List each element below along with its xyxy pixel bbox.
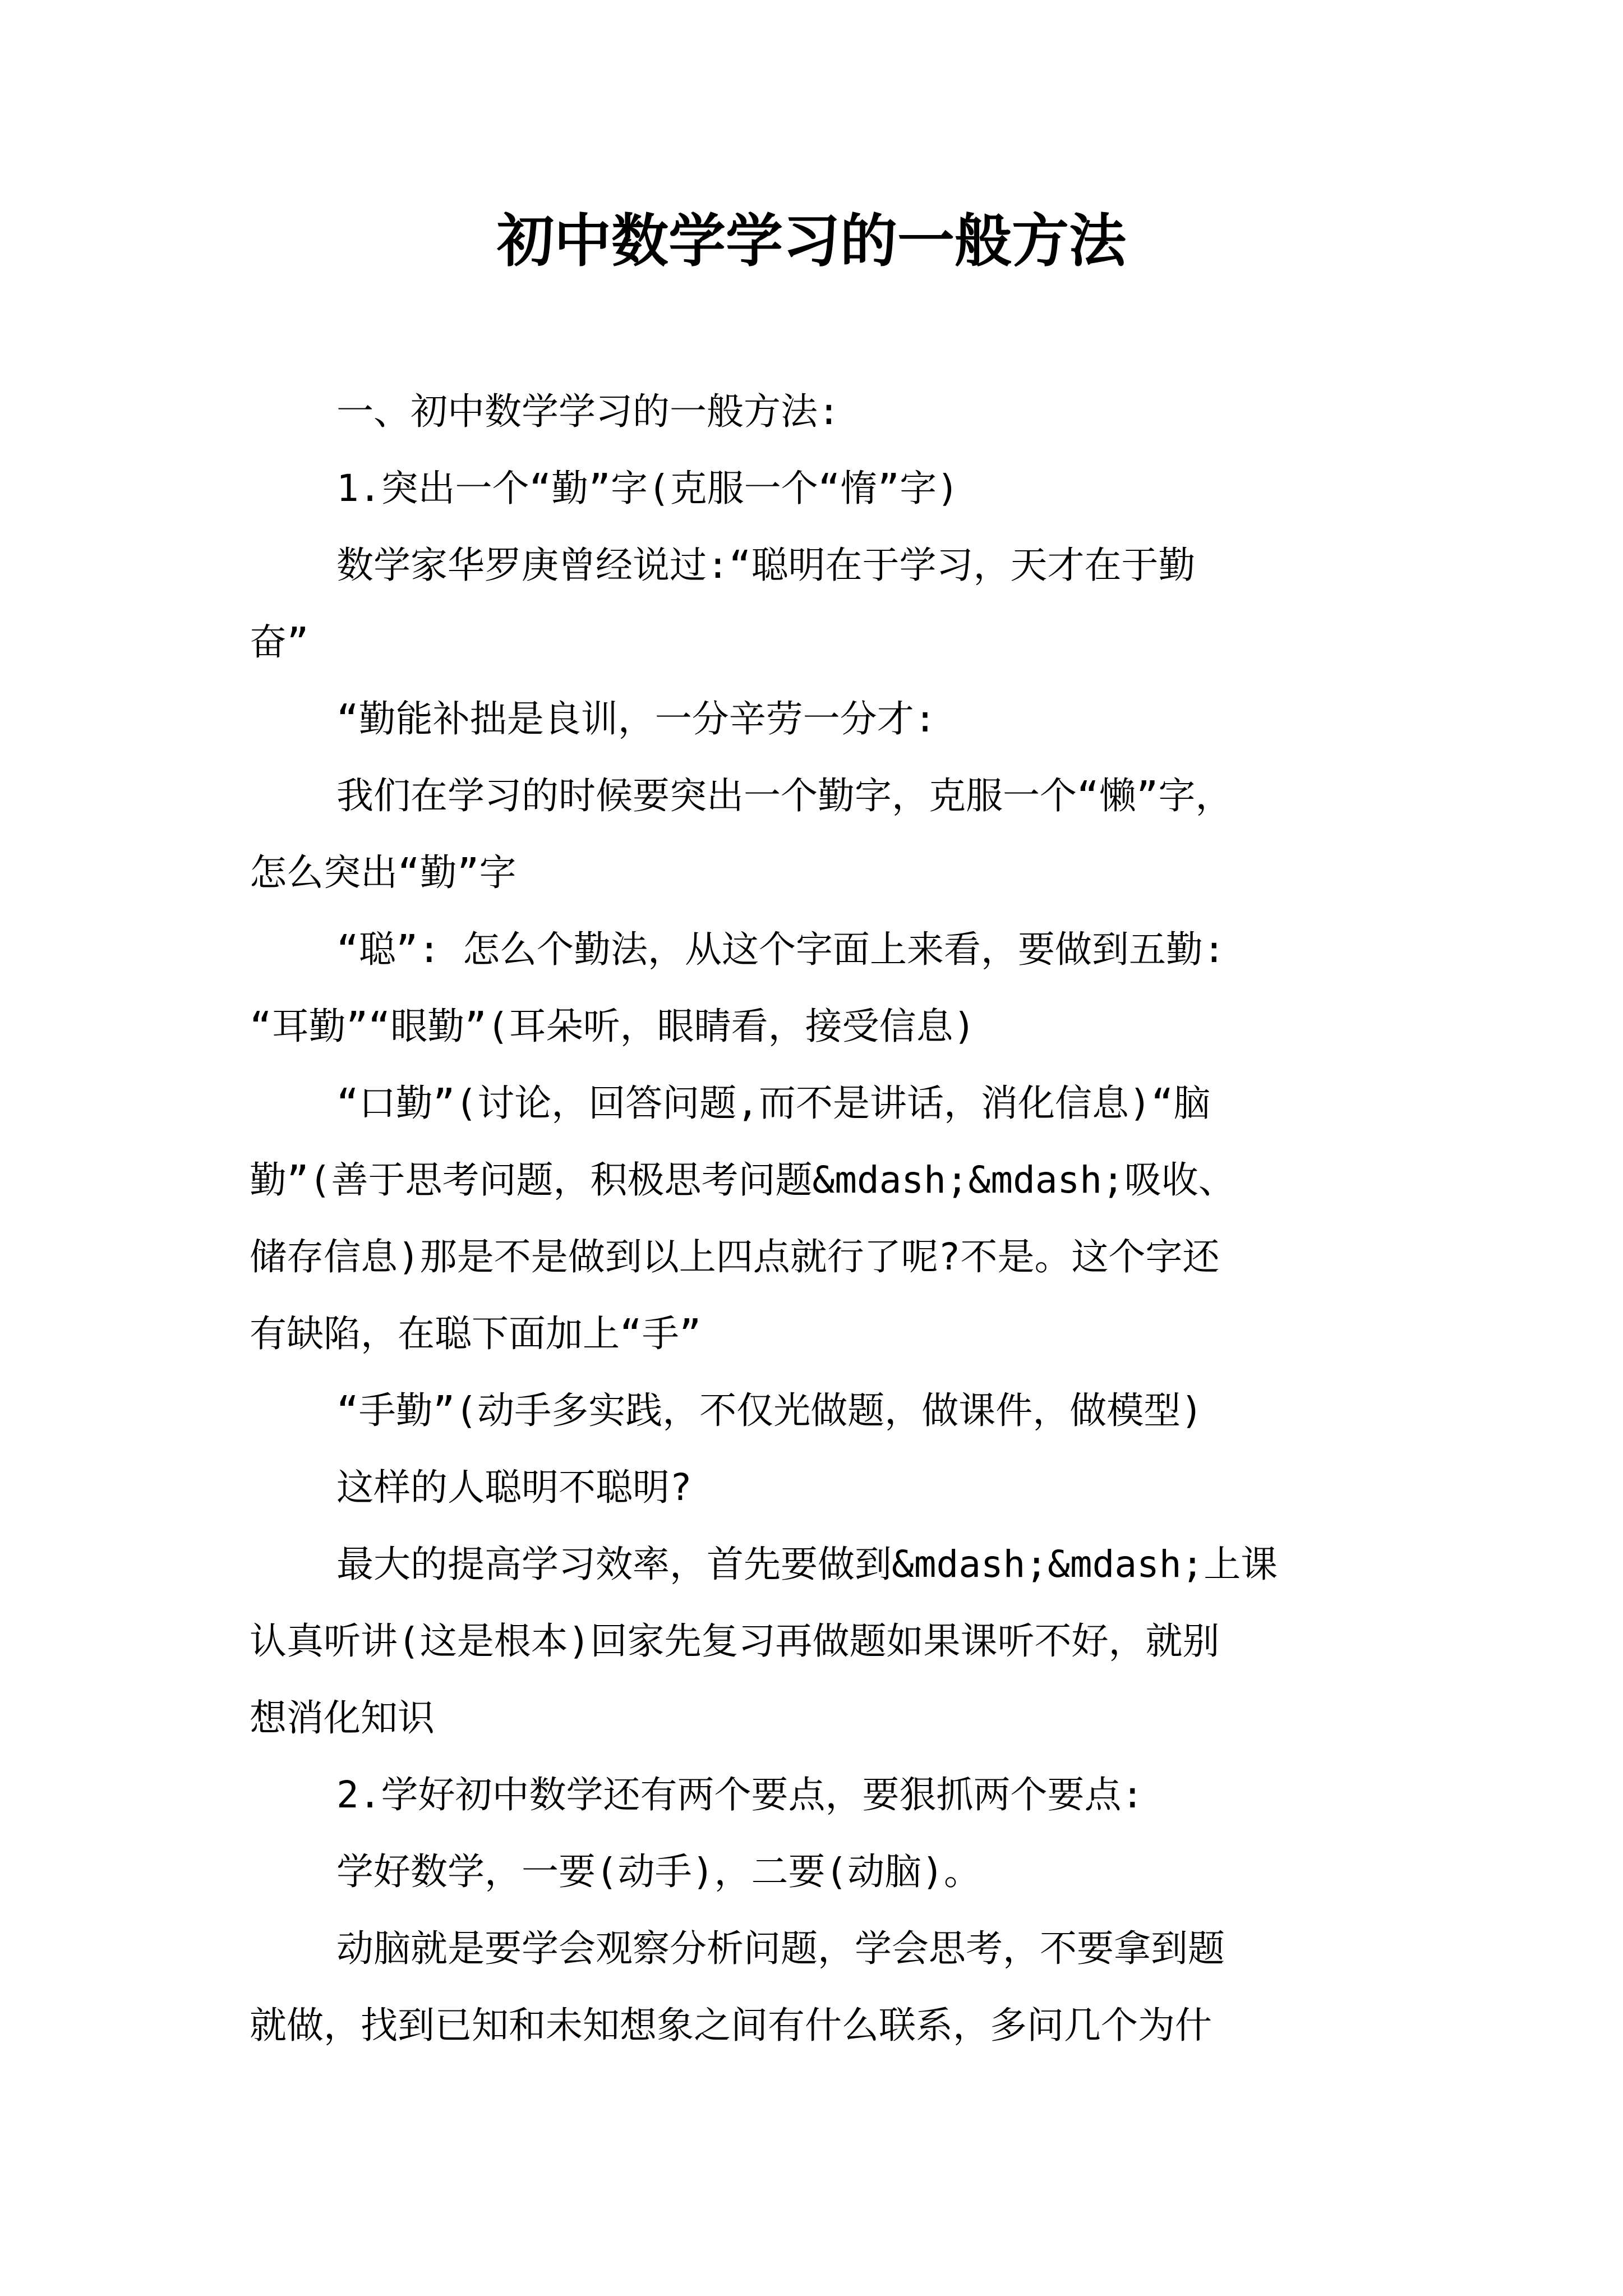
body-line: 一、初中数学学习的一般方法: xyxy=(336,390,840,433)
body-line: 勤”(善于思考问题，积极思考问题&mdash;&mdash;吸收、 xyxy=(250,1158,1235,1202)
body-line: 动脑就是要学会观察分析问题，学会思考，不要拿到题 xyxy=(336,1927,1225,1970)
document-title: 初中数学学习的一般方法 xyxy=(497,208,1126,275)
body-line: 学好数学，一要(动手)，二要(动脑)。 xyxy=(336,1850,981,1893)
body-line: 这样的人聪明不聪明? xyxy=(336,1466,692,1509)
body-line: 2.学好初中数学还有两个要点，要狠抓两个要点: xyxy=(336,1773,1144,1816)
body-line: 认真听讲(这是根本)回家先复习再做题如果课听不好，就别 xyxy=(250,1619,1220,1663)
body-line: 数学家华罗庚曾经说过:“聪明在于学习，天才在于勤 xyxy=(336,544,1196,587)
body-line: 储存信息)那是不是做到以上四点就行了呢?不是。这个字还 xyxy=(250,1235,1220,1278)
body-line: “勤能补拙是良训，一分辛劳一分才: xyxy=(336,697,937,740)
body-line: “手勤”(动手多实践，不仅光做题，做课件，做模型) xyxy=(336,1389,1203,1432)
body-line: 就做，找到已知和未知想象之间有什么联系，多问几个为什 xyxy=(250,2004,1212,2047)
body-line: 有缺陷，在聪下面加上“手” xyxy=(250,1312,702,1355)
body-line: “聪”: 怎么个勤法，从这个字面上来看，要做到五勤: xyxy=(336,928,1225,971)
body-line: 1.突出一个“勤”字(克服一个“惰”字) xyxy=(336,467,959,510)
body-line: 怎么突出“勤”字 xyxy=(250,851,517,894)
body-line: “口勤”(讨论，回答问题,而不是讲话，消化信息)“脑 xyxy=(336,1082,1211,1125)
body-line: 最大的提高学习效率，首先要做到&mdash;&mdash;上课 xyxy=(336,1543,1278,1586)
body-line: 我们在学习的时候要突出一个勤字，克服一个“懒”字， xyxy=(336,774,1233,817)
body-line: 奋” xyxy=(250,620,309,664)
body-line: “耳勤”“眼勤”(耳朵听，眼睛看，接受信息) xyxy=(250,1005,976,1048)
document-body xyxy=(250,373,1382,2064)
body-line: 想消化知识 xyxy=(250,1696,435,1740)
